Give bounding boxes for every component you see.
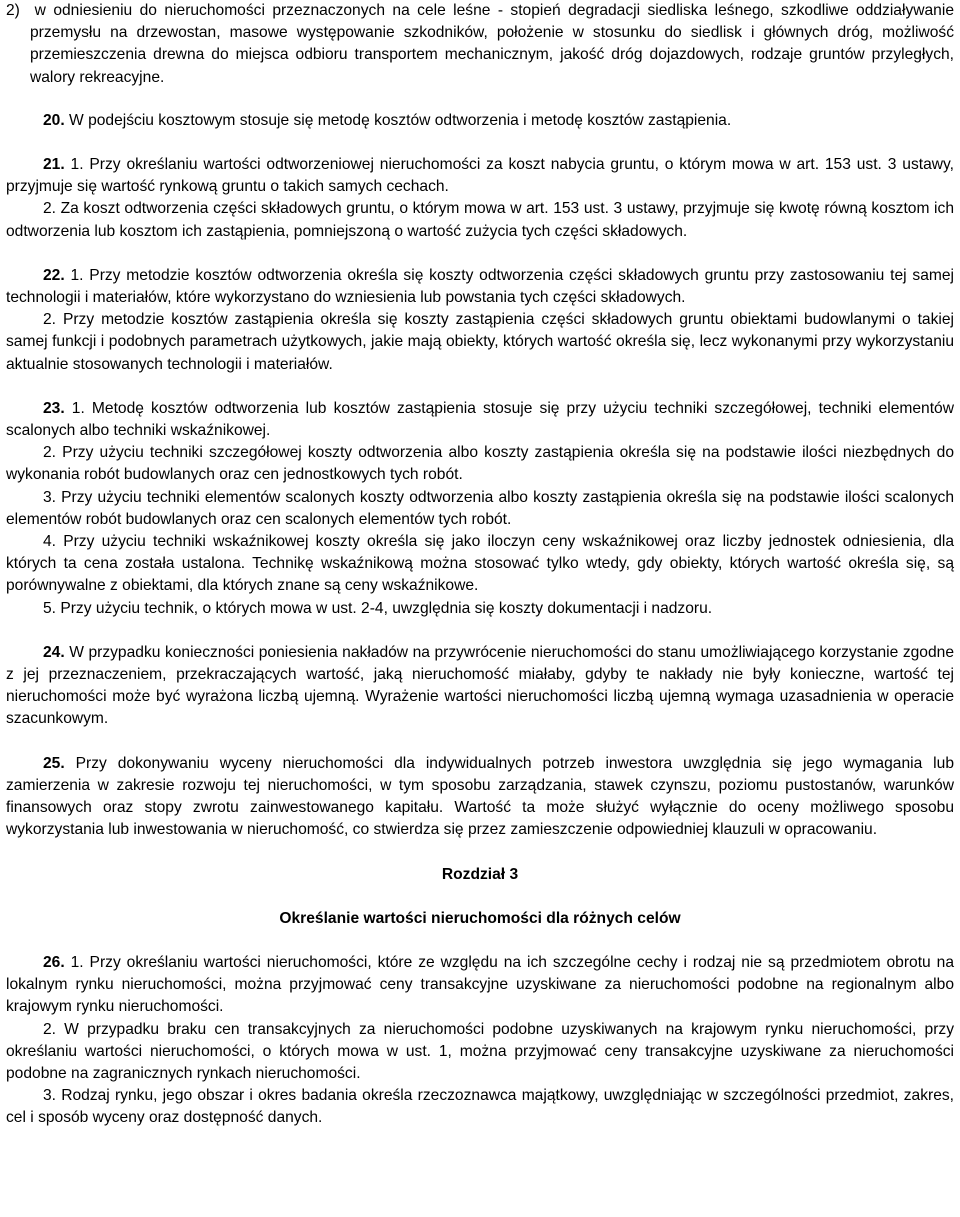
paragraph-number: 20.: [43, 111, 65, 129]
paragraph-22-2: 2. Przy metodzie kosztów zastąpienia określa się koszty zastąpienia części składowych gruntu obiektami budowlanymi o takiej samej funkcji i podobnych parametrach użytkowych, jakie mają obiekty, których wartość określa się, lecz wykonanymi przy wykorzystaniu aktualnie stosowanych technologii i materiałów.: [6, 311, 954, 373]
chapter-title: Określanie wartości nieruchomości dla różnych celów: [279, 909, 681, 927]
paragraph-23-4: 4. Przy użyciu techniki wskaźnikowej koszty określa się jako iloczyn ceny wskaźnikowej oraz liczby jednostek odniesienia, dla których ta cena została ustalona. Technikę wskaźnikową można stosować tylko wtedy, gdy obiekty, których wartość określa się, są porównywalne z obiektami, dla których znane są ceny wskaźnikowe.: [6, 533, 954, 595]
paragraph-23-2: 2. Przy użyciu techniki szczegółowej koszty odtworzenia albo koszty zastąpienia określa się na podstawie ilości niezbędnych do wykonania robót budowlanych oraz cen jednostkowych tych robót.: [6, 444, 954, 484]
paragraph-number: 25.: [43, 754, 65, 772]
paragraph-23-3: 3. Przy użyciu techniki elementów scalonych koszty odtworzenia albo koszty zastąpienia określa się na podstawie ilości scalonych elementów robót budowlanych oraz cen scalonych elementów tych robót.: [6, 488, 954, 528]
paragraph-26-3: 3. Rodzaj rynku, jego obszar i okres badania określa rzeczoznawca majątkowy, uwzględniając w szczególności przedmiot, zakres, cel i sposób wyceny oraz dostępność danych.: [6, 1087, 954, 1127]
paragraph-text: W podejściu kosztowym stosuje się metodę kosztów odtworzenia i metodę kosztów zastąpienia.: [64, 111, 732, 129]
paragraph-text: W przypadku konieczności poniesienia nakładów na przywrócenie nieruchomości do stanu umożliwiającego korzystanie zgodne z jej przeznaczeniem, przekraczających wartość, jaką nieruchomość miałaby, gdyby te nakłady nie były konieczne, wartość tej nieruchomości może być wyrażona liczbą ujemną. Wyrażenie wartości nieruchomości liczbą ujemną wymaga uzasadnienia w operacie szacunkowym.: [6, 643, 954, 728]
paragraph-number: 26.: [43, 953, 65, 971]
paragraph-26-2: 2. W przypadku braku cen transakcyjnych za nieruchomości podobne uzyskiwanych na krajowym rynku nieruchomości, przy określaniu wartości nieruchomości, o których mowa w ust. 1, można przyjmować ceny transakcyjne uzyskiwane za nieruchomości podobne na zagranicznych rynkach nieruchomości.: [6, 1020, 954, 1082]
paragraph-25: [6, 753, 954, 842]
paragraph-21-2: 2. Za koszt odtworzenia części składowych gruntu, o którym mowa w art. 153 ust. 3 ustawy, przyjmuje się kwotę równą kosztom ich odtworzenia lub kosztom ich zastąpienia, pomniejszoną o wartość zużycia tych części składowych.: [6, 200, 954, 240]
paragraph-23-5: 5. Przy użyciu technik, o których mowa w ust. 2-4, uwzględnia się koszty dokumentacji i nadzoru.: [43, 599, 713, 617]
list-item-2: 2) w odniesieniu do nieruchomości przeznaczonych na cele leśne - stopień degradacji siedliska leśnego, szkodliwe oddziaływanie przemysłu na drzewostan, masowe występowanie szkodników, położenie w stosunku do siedlisk i głównych dróg, możliwość przemieszczenia drewna do miejsca odbioru transportem mechanicznym, jakość dróg dojazdowych, rodzaje gruntów przyległych, walory rekreacyjne.: [6, 2, 954, 86]
paragraph-number: 23.: [43, 399, 65, 417]
paragraph-text: 1. Przy określaniu wartości odtworzeniowej nieruchomości za koszt nabycia gruntu, o którym mowa w art. 153 ust. 3 ustawy, przyjmuje się wartość rynkową gruntu o takich samych cechach.: [6, 156, 954, 196]
paragraph-text: 1. Metodę kosztów odtworzenia lub kosztów zastąpienia stosuje się przy użyciu techniki szczegółowej, techniki elementów scalonych albo techniki wskaźnikowej.: [6, 399, 954, 440]
paragraph-number: 24.: [43, 643, 65, 661]
paragraph-text: 1. Przy metodzie kosztów odtworzenia określa się koszty odtworzenia części składowych gruntu przy zastosowaniu tej samej technologii i materiałów, które wykorzystano do wzniesienia lub powstania tych części składowych.: [6, 266, 954, 307]
paragraph-text: Przy dokonywaniu wyceny nieruchomości dla indywidualnych potrzeb inwestora uwzględnia się jego wymagania lub zamierzenia w zakresie rozwoju tej nieruchomości, w tym sposobu zarządzania, stawek czynszu, poziomu pustostanów, warunków finansowych oraz stopy zwrotu zainwestowanego kapitału. Wartość ta może służyć wyłącznie do oceny możliwego sposobu wykorzystania lub inwestowania w nieruchomość, co stwierdza się przez zamieszczenie odpowiedniej klauzuli w opracowaniu.: [6, 754, 954, 839]
paragraph-20: [6, 110, 954, 132]
paragraph-number: 21.: [43, 156, 65, 174]
paragraph-22: [6, 265, 954, 309]
chapter-heading: Rozdział 3: [441, 865, 519, 883]
paragraph-text: 1. Przy określaniu wartości nieruchomości, które ze względu na ich szczególne cechy i rodzaj nie są przedmiotem obrotu na lokalnym rynku nieruchomości, można przyjmować ceny transakcyjne uzyskiwane za nieruchomości podobne na regionalnym albo krajowym rynku nieruchomości.: [6, 953, 954, 1016]
paragraph-23: [6, 398, 954, 442]
paragraph-number: 22.: [43, 266, 65, 284]
paragraph-24: [6, 642, 954, 731]
paragraph-26: [6, 952, 954, 1019]
paragraph-21: [6, 154, 954, 198]
